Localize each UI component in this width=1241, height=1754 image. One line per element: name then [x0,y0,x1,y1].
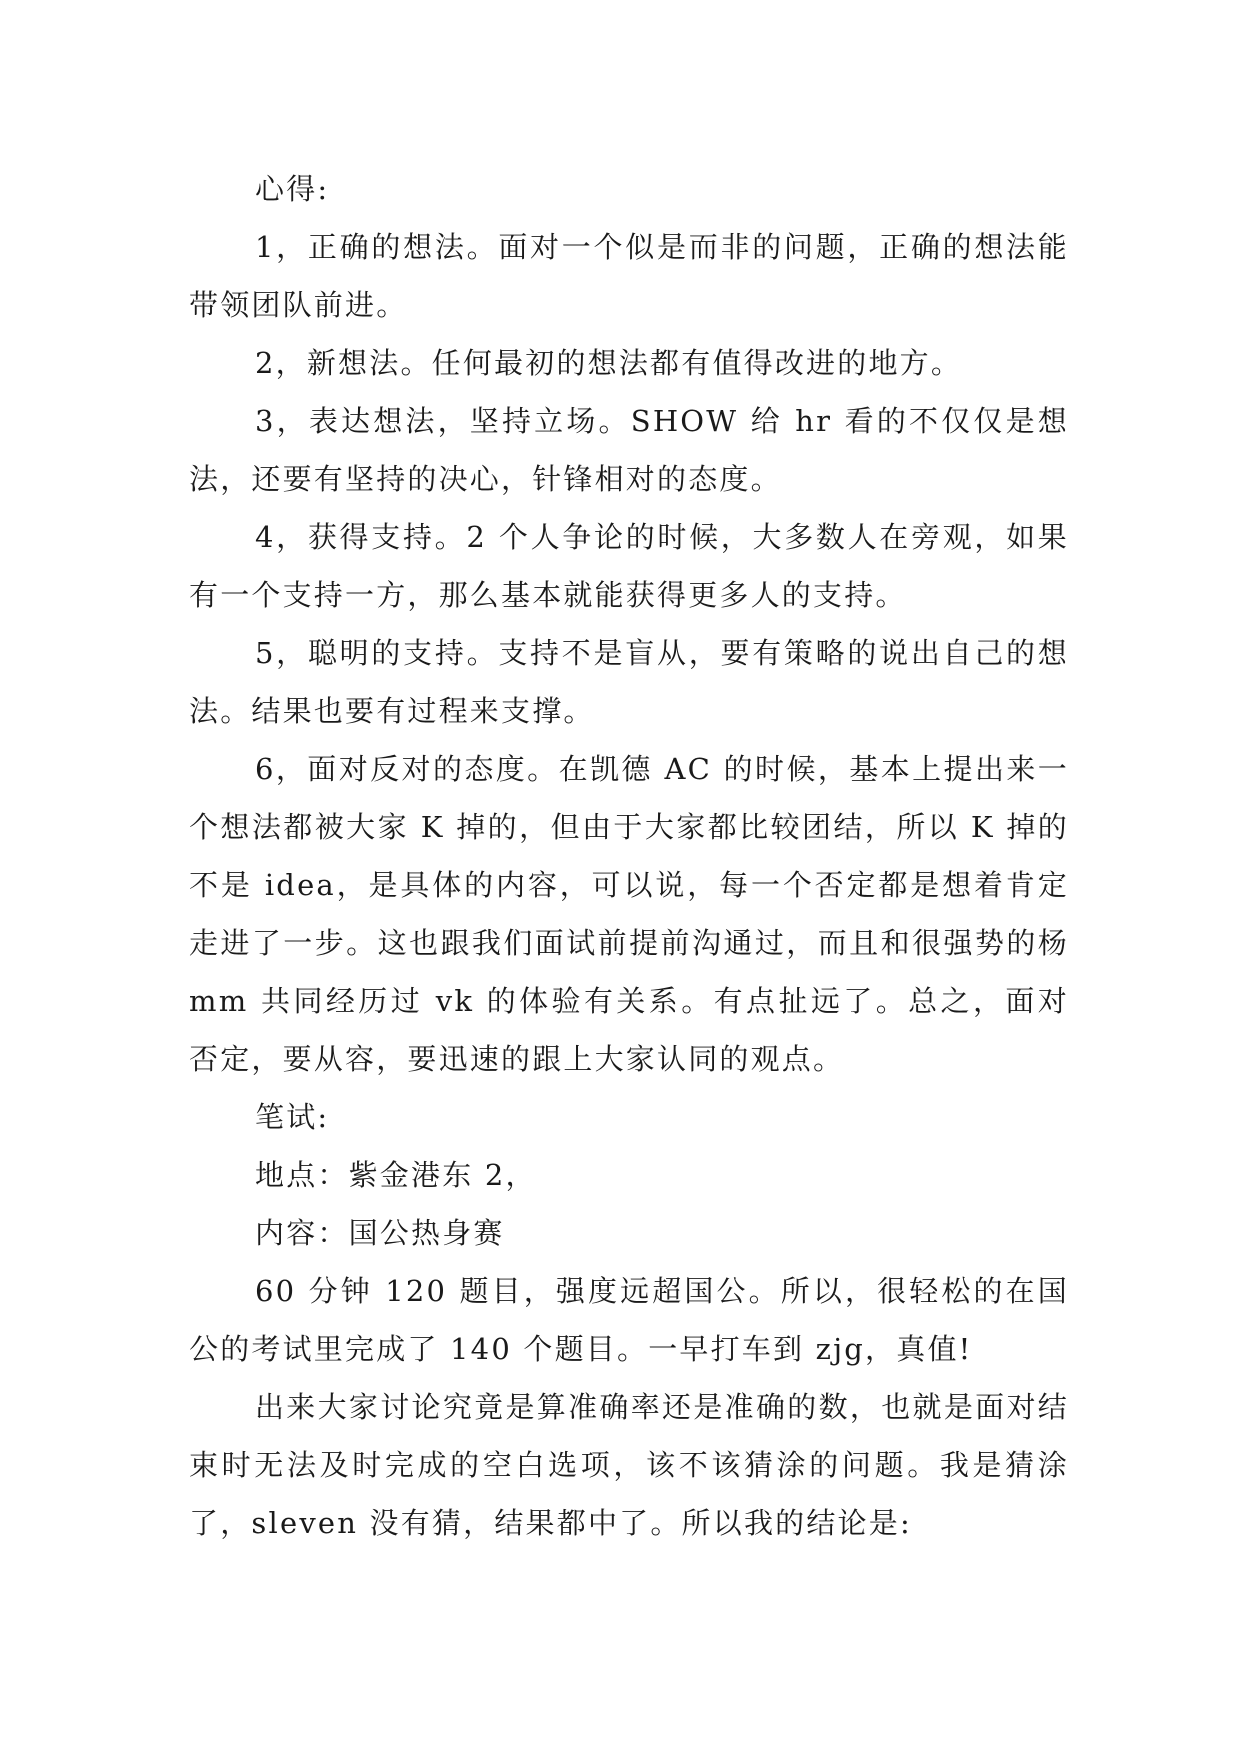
paragraph-point-4: 4，获得支持。2 个人争论的时候，大多数人在旁观，如果有一个支持一方，那么基本就能获得更多人的支持。 [189,520,1069,612]
paragraph-point-6: 6，面对反对的态度。在凯德 AC 的时候，基本上提出来一个想法都被大家 K 掉的，但由于大家都比较团结，所以 K 掉的不是 idea，是具体的内容，可以说，每一个否定都是想着肯定走进了一步。这也跟我们面试前提前沟通过，而且和很强势的杨 mm 共同经历过 vk 的体验有关系。有点扯远了。总之，面对否定，要从容，要迅速的跟上大家认同的观点。 [189,752,1069,1076]
paragraph-point-3: 3，表达想法，坚持立场。SHOW 给 hr 看的不仅仅是想法，还要有坚持的决心，针锋相对的态度。 [189,404,1069,496]
paragraph-heading-insights: 心得: [255,172,330,206]
paragraph-point-1: 1，正确的想法。面对一个似是而非的问题，正确的想法能带领团队前进。 [189,230,1069,322]
paragraph-test-summary: 60 分钟 120 题目，强度远超国公。所以，很轻松的在国公的考试里完成了 140 个题目。一早打车到 zjg，真值! [189,1274,1069,1366]
document-body [189,160,1069,1552]
paragraph-location: 地点：紫金港东 2， [255,1158,537,1192]
paragraph-content: 内容：国公热身赛 [255,1216,505,1250]
paragraph-point-2: 2，新想法。任何最初的想法都有值得改进的地方。 [255,346,963,380]
paragraph-heading-written-test: 笔试: [255,1100,330,1134]
paragraph-discussion: 出来大家讨论究竟是算准确率还是准确的数，也就是面对结束时无法及时完成的空白选项，该不该猜涂的问题。我是猜涂了，sleven 没有猜，结果都中了。所以我的结论是: [189,1390,1069,1540]
paragraph-point-5: 5，聪明的支持。支持不是盲从，要有策略的说出自己的想法。结果也要有过程来支撑。 [189,636,1069,728]
